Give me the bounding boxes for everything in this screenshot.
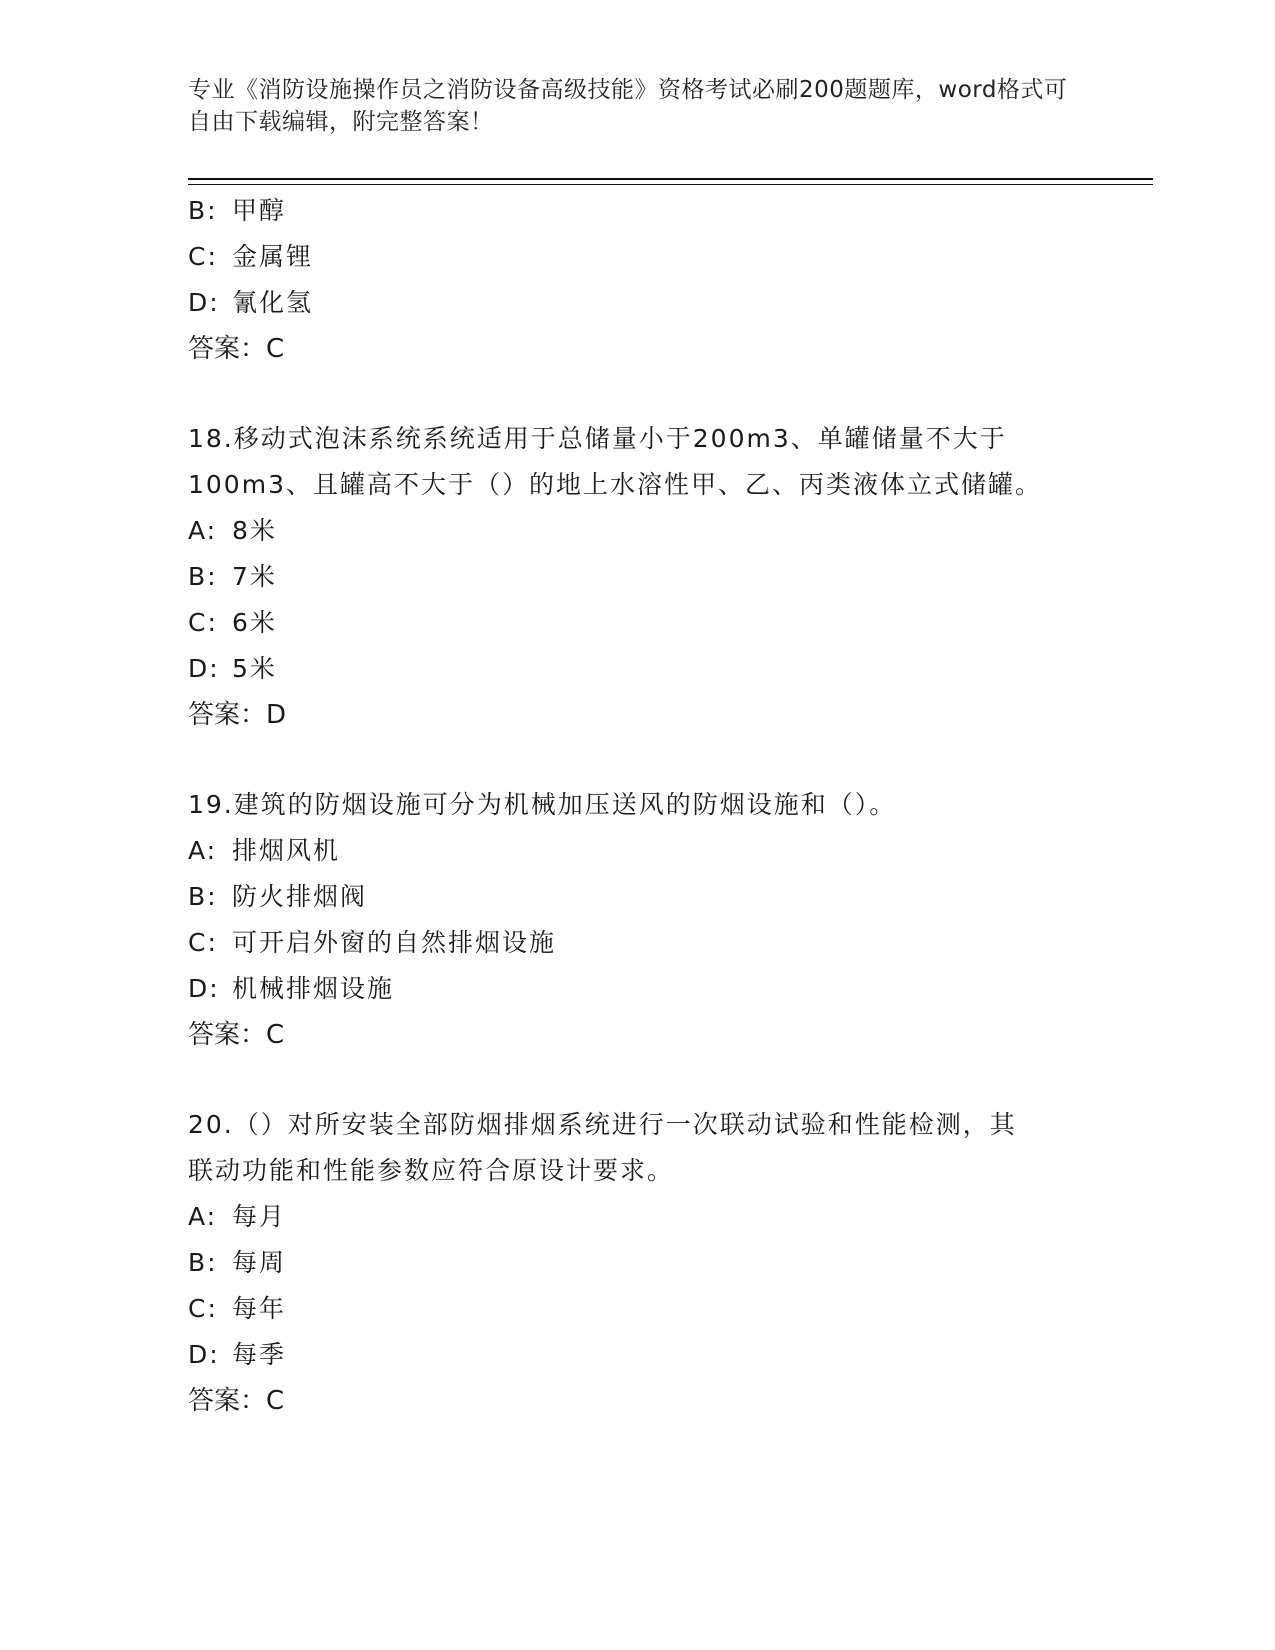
question-18 — [188, 416, 1088, 738]
header-divider-thin — [188, 184, 1153, 185]
question-17-continued — [188, 188, 1088, 372]
option-d: D: 氰化氢 — [188, 288, 314, 317]
document-header: 专业《消防设施操作员之消防设备高级技能》资格考试必刷200题题库，word格式可自由下载编辑，附完整答案！ — [188, 77, 1068, 135]
option-a: A: 每月 — [188, 1202, 287, 1231]
header-divider-thick — [188, 178, 1153, 180]
option-b: B: 7米 — [188, 562, 277, 591]
answer-line: 答案：C — [188, 334, 285, 364]
option-c: C: 每年 — [188, 1294, 287, 1323]
option-c: C: 金属锂 — [188, 242, 314, 271]
option-a: A: 排烟风机 — [188, 836, 341, 865]
option-a: A: 8米 — [188, 516, 277, 545]
option-c: C: 6米 — [188, 608, 277, 637]
option-b: B: 甲醇 — [188, 196, 287, 225]
answer-line: 答案：C — [188, 1020, 285, 1050]
question-content — [188, 188, 1088, 1424]
answer-line: 答案：D — [188, 700, 287, 730]
option-b: B: 每周 — [188, 1248, 287, 1277]
option-d: D: 5米 — [188, 654, 277, 683]
option-d: D: 每季 — [188, 1340, 287, 1369]
question-stem: 20.（）对所安装全部防烟排烟系统进行一次联动试验和性能检测，其 联动功能和性能参数应符合原设计要求。 — [188, 1110, 1017, 1185]
question-20 — [188, 1102, 1088, 1424]
option-b: B: 防火排烟阀 — [188, 882, 368, 911]
question-19 — [188, 782, 1088, 1058]
option-c: C: 可开启外窗的自然排烟设施 — [188, 928, 557, 957]
option-d: D: 机械排烟设施 — [188, 974, 395, 1003]
answer-line: 答案：C — [188, 1386, 285, 1416]
question-stem: 19.建筑的防烟设施可分为机械加压送风的防烟设施和（）。 — [188, 790, 897, 819]
question-stem: 18.移动式泡沫系统系统适用于总储量小于200m3、单罐储量不大于 100m3、且罐高不大于（）的地上水溶性甲、乙、丙类液体立式储罐。 — [188, 424, 1042, 499]
